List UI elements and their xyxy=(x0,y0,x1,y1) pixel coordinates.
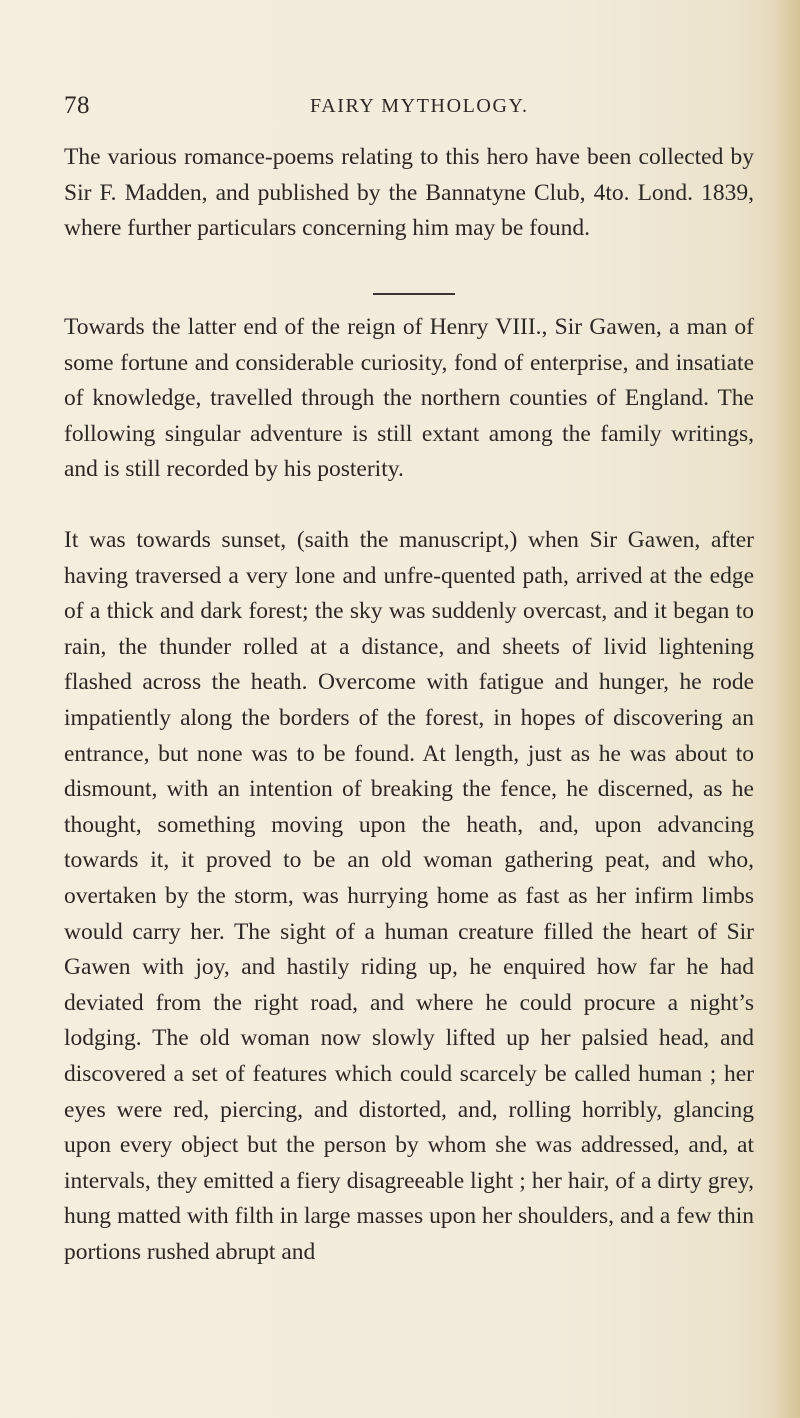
page-number: 78 xyxy=(64,92,90,119)
paragraph-romance-poems: The various romance-poems relating to this hero have been collected by Sir F. Madden, and published by the Bannatyne Club, 4to. Lond. 1839, where further particulars concerning him may be found. xyxy=(64,144,754,242)
paragraph-sir-gawen-intro: Towards the latter end of the reign of Henry VIII., Sir Gawen, a man of some fortune and considerable curiosity, fond of enterprise, and insatiate of knowledge, travelled through the northern counties of England. The following singular adventure is still extant among the family writings, and is still recorded by his posterity. xyxy=(64,314,754,483)
running-title: FAIRY MYTHOLOGY. xyxy=(310,95,529,117)
page-header xyxy=(0,92,800,122)
paragraph-sunset-narrative: It was towards sunset, (saith the manuscript,) when Sir Gawen, after having traversed a very lone and unfre-quented path, arrived at the edge of a thick and dark forest; the sky was suddenly overcast, and it began to rain, the thunder rolled at a distance, and sheets of livid lightening flashed across the heath. Overcome with fatigue and hunger, he rode impatiently along the borders of the forest, in hopes of discovering an entrance, but none was to be found. At length, just as he was about to dismount, with an intention of breaking the fence, he discerned, as he thought, something moving upon the heath, and, upon advancing towards it, it proved to be an old woman gathering peat, and who, overtaken by the storm, was hurrying home as fast as her infirm limbs would carry her. The sight of a human creature filled the heart of Sir Gawen with joy, and hastily riding up, he enquired how far he had deviated from the right road, and where he could procure a night’s lodging. The old woman now slowly lifted up her palsied head, and discovered a set of features which could scarcely be called human ; her eyes were red, piercing, and distorted, and, rolling horribly, glancing upon every object but the person by whom she was addressed, and, at intervals, they emitted a fiery disagreeable light ; her hair, of a dirty grey, hung matted with filth in large masses upon her shoulders, and a few thin portions rushed abrupt and xyxy=(64,527,754,1265)
section-divider xyxy=(373,293,455,295)
page-edge-shadow xyxy=(772,0,800,1418)
